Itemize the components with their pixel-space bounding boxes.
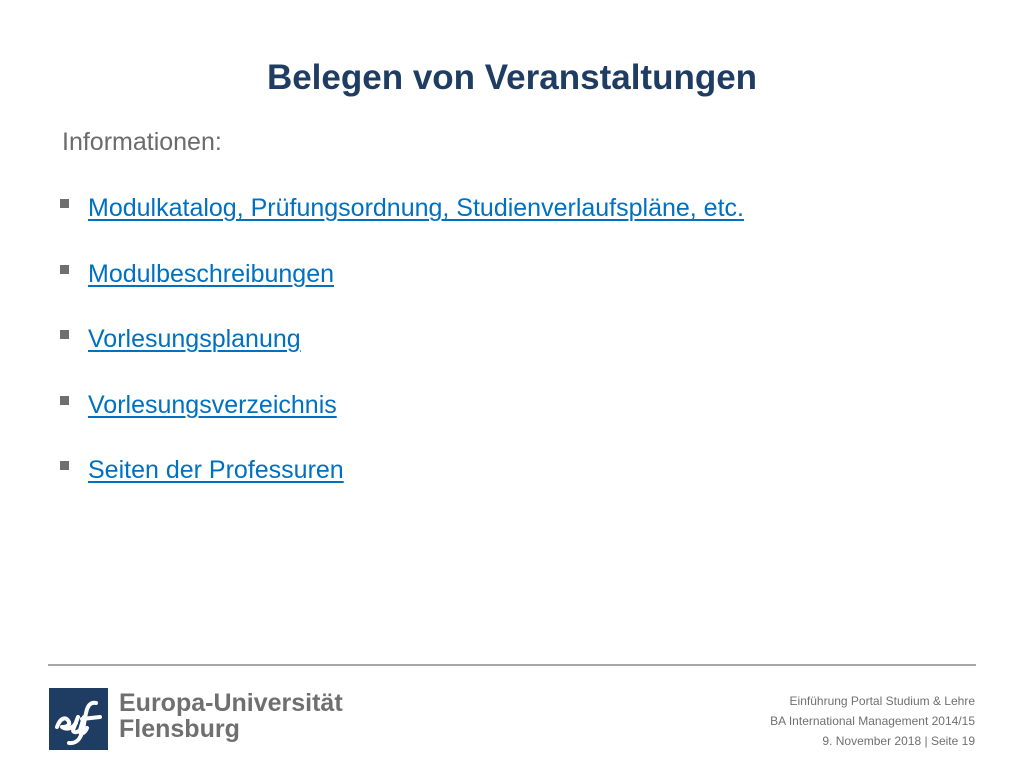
vorlesungsverzeichnis-link[interactable]: Vorlesungsverzeichnis [88,390,337,419]
footer-separator: | [924,734,928,748]
square-bullet-icon [60,265,69,274]
footer-date: 9. November 2018 [822,734,922,748]
footer-program: BA International Management 2014/15 [770,714,975,728]
footer-page-number: Seite 19 [930,734,975,748]
square-bullet-icon [60,199,69,208]
slide-footer [655,691,975,751]
square-bullet-icon [60,330,69,339]
footer-divider [48,664,976,666]
professuren-link[interactable]: Seiten der Professuren [88,456,344,484]
logo-line-2: Flensburg [119,715,240,743]
modulkatalog-link[interactable]: Modulkatalog, Prüfungsordnung, Studienverlaufspläne, etc. [88,194,744,222]
intro-label: Informationen: [62,128,222,156]
modulbeschreibungen-link[interactable]: Modulbeschreibungen [88,259,335,288]
vorlesungsplanung-link[interactable]: Vorlesungsplanung [88,325,301,353]
footer-course-title: Einführung Portal Studium & Lehre [789,694,975,708]
footer-date-page [655,731,975,751]
square-bullet-icon [60,396,69,405]
slide-title: Belegen von Veranstaltungen [266,58,758,98]
square-bullet-icon [60,461,69,470]
europa-universitaet-flensburg-logo [49,688,343,754]
logo-wordmark [119,690,343,742]
logo-line-1: Europa-Universität [119,689,343,717]
euf-logo-mark-icon [49,688,108,750]
